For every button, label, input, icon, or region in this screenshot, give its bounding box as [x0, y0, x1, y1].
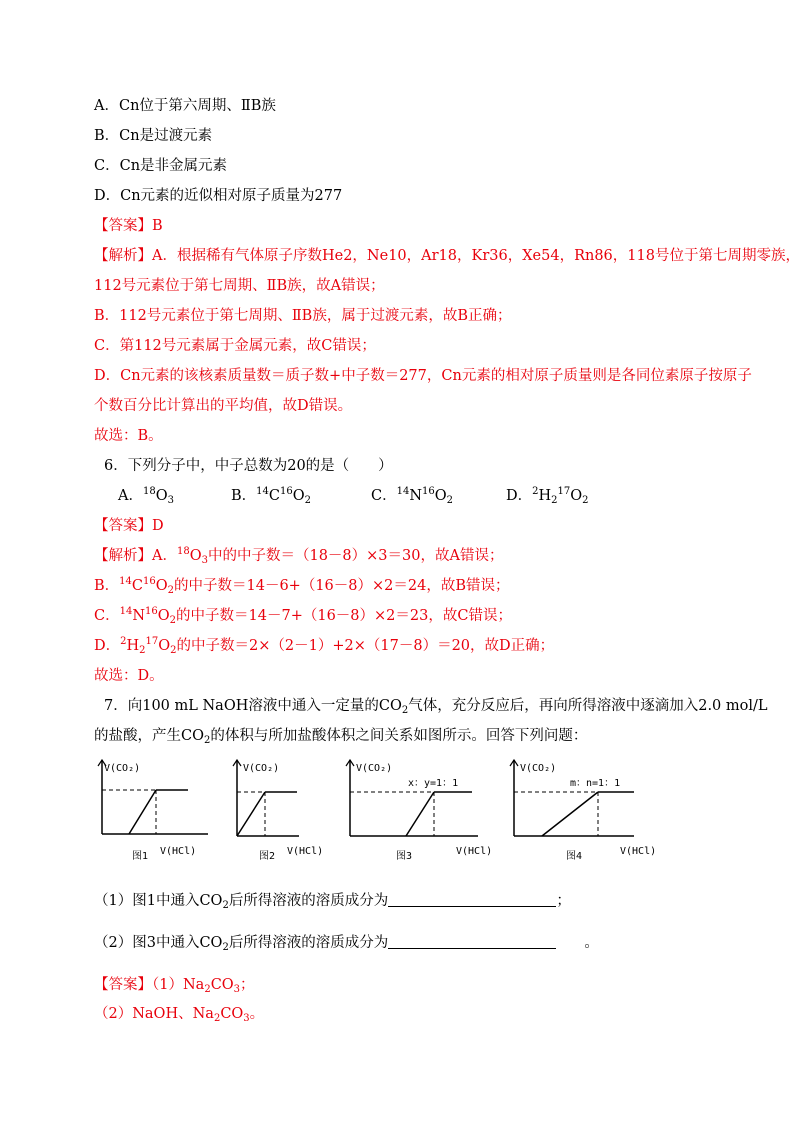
q5-analysis-line-6: 个数百分比计算出的平均值，故D错误。 [94, 398, 353, 414]
q6-analysis-d: D．$^2H_2^{17}O_2$的中子数＝2×（2－1）+2×（17－8）＝20，故D正确； [94, 636, 555, 656]
q6-option-b: B．$^{14}C^{16}O_2$ [231, 486, 311, 506]
q5-option-b: B．Cn是过渡元素 [94, 128, 213, 144]
q6-option-d: D．$^2H_2^{17}O_2$ [506, 486, 589, 506]
q7-stem-line-2: 的盐酸，产生$CO_2$的体积与所加盐酸体积之间关系如图所示。回答下列问题： [94, 728, 588, 746]
q6-analysis-a: 【解析】A．$^{18}O_3$中的中子数＝（18－8）×3＝30，故A错误； [94, 546, 504, 566]
q7-answer-2: （2）NaOH、$Na_2CO_3$。 [94, 1006, 265, 1024]
q7-stem-line-1: 7．向100 mL NaOH溶液中通入一定量的$CO_2$气体，充分反应后，再向所得溶液中逐滴加入2.0 mol/L [104, 698, 768, 716]
q5-choice: 故选：B。 [94, 428, 163, 444]
fig2-x-label: V(HCl) [287, 846, 324, 857]
fig3-caption: 图3 [396, 851, 413, 862]
q5-answer: 【答案】B [94, 218, 163, 234]
answer-blank-1[interactable] [388, 892, 556, 907]
q5-option-a: A．Cn位于第六周期、ⅡB族 [94, 98, 276, 114]
q5-option-d: D．Cn元素的近似相对原子质量为277 [94, 188, 343, 204]
q5-analysis-line-3: B．112号元素位于第七周期、ⅡB族，属于过渡元素，故B正确； [94, 308, 512, 324]
fig1-y-label: V(CO₂) [104, 763, 141, 774]
fig3-y-label: V(CO₂) [356, 763, 393, 774]
fig1-rise-line [129, 790, 156, 834]
fig3-rise-line [406, 792, 434, 836]
fig3-ratio-label: x：y=1：1 [408, 778, 459, 789]
q7-answer-1: 【答案】$(1)Na_2CO_3$； [94, 977, 255, 995]
q6-option-a: A．$^{18}O_3$ [118, 486, 174, 506]
q6-choice: 故选：D。 [94, 668, 164, 684]
answer-blank-2[interactable] [388, 934, 556, 949]
figure-1 [96, 758, 216, 862]
fig2-rise-line [237, 792, 265, 836]
q5-analysis-line-1: 【解析】A．根据稀有气体原子序数He2，Ne10，Ar18，Kr36，Xe54，Rn86，118号位于第七周期零族， [94, 248, 800, 264]
fig3-x-label: V(HCl) [456, 846, 493, 857]
fig4-x-label: V(HCl) [620, 846, 657, 857]
fig2-y-label: V(CO₂) [243, 763, 280, 774]
figure-3 [344, 758, 500, 862]
figure-4 [508, 758, 658, 862]
fig1-x-label: V(HCl) [160, 846, 197, 857]
q5-option-c: C．Cn是非金属元素 [94, 158, 228, 174]
q5-analysis-line-4: C．第112号元素属于金属元素，故C错误； [94, 338, 376, 354]
q6-answer: 【答案】D [94, 518, 164, 534]
fig1-caption: 图1 [132, 851, 149, 862]
q6-stem: 6．下列分子中，中子总数为20的是（ ） [104, 458, 393, 474]
q6-analysis-c: C．$^{14}N^{16}O_2$的中子数＝14－7+（16－8）×2＝23，故C错误； [94, 606, 512, 626]
q7-sub-question-1: （1）图1中通入$CO_2$后所得溶液的溶质成分为 ； [94, 893, 571, 911]
figure-2 [231, 758, 343, 862]
q5-analysis-line-5: D．Cn元素的该核素质量数＝质子数+中子数＝277，Cn元素的相对原子质量则是各同位素原子按原子 [94, 368, 752, 384]
q7-sub-question-2: （2）图3中通入$CO_2$后所得溶液的溶质成分为 。 [94, 935, 599, 953]
fig4-y-label: V(CO₂) [520, 763, 557, 774]
q6-analysis-b: B．$^{14}C^{16}O_2$的中子数＝14－6+（16－8）×2＝24，故B错误； [94, 576, 510, 596]
fig4-caption: 图4 [566, 851, 583, 862]
fig4-ratio-label: m：n=1：1 [570, 778, 621, 789]
fig2-caption: 图2 [259, 851, 276, 862]
q5-analysis-line-2: 112号元素位于第七周期、ⅡB族，故A错误； [94, 278, 385, 294]
q6-option-c: C．$^{14}N^{16}O_2$ [371, 486, 454, 506]
fig4-rise-line [542, 792, 598, 836]
